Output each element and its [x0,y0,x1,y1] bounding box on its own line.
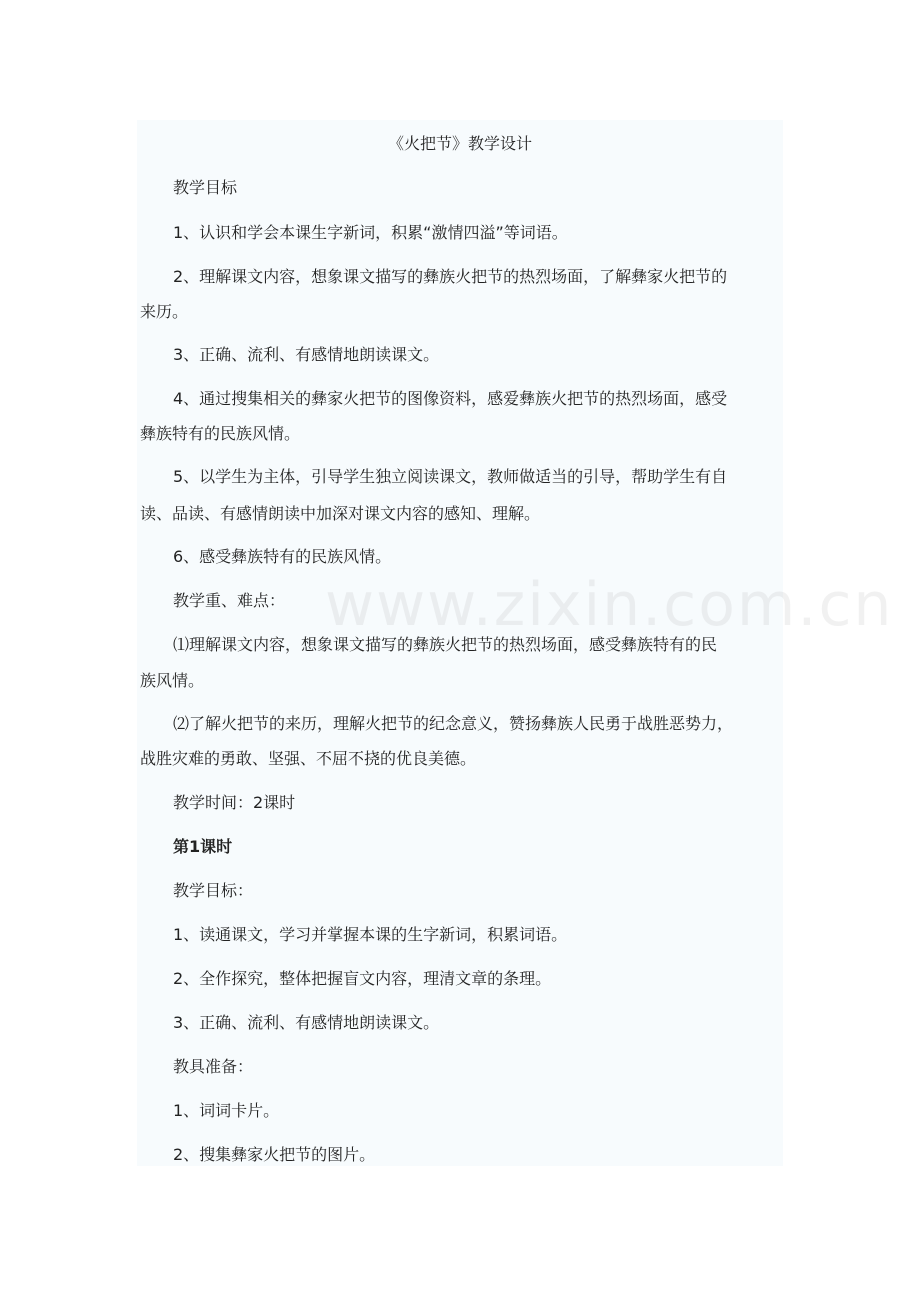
key-point-2-line-1: ⑵了解火把节的来历，理解火把节的纪念意义，赞扬彝族人民勇于战胜恶势力， [173,714,734,733]
lesson-1-objective-1: 1、读通课文，学习并掌握本课的生字新词，积累词语。 [173,925,568,944]
lesson-1-objectives-heading: 教学目标： [173,881,254,900]
lesson-1-objective-2: 2、全作探究，整体把握盲文内容，理清文章的条理。 [173,969,552,988]
key-point-1-line-2: 族风情。 [140,671,205,690]
key-points-heading: 教学重、难点： [173,591,286,610]
lesson-1-objective-3: 3、正确、流利、有感情地朗读课文。 [173,1013,440,1032]
document-title: 《火把节》教学设计 [387,134,532,153]
key-point-2-line-2: 战胜灾难的勇敢、坚强、不屈不挠的优良美德。 [140,749,477,768]
objective-1: 1、认识和学会本课生字新词，积累“激情四溢”等词语。 [173,223,568,242]
objective-4-line-2: 彝族特有的民族风情。 [140,424,301,443]
objective-4-line-1: 4、通过搜集相关的彝家火把节的图像资料，感爱彝族火把节的热烈场面，感受 [173,389,728,408]
objectives-heading: 教学目标 [173,178,238,197]
key-point-1-line-1: ⑴理解课文内容，想象课文描写的彝族火把节的热烈场面，感受彝族特有的民 [173,635,718,654]
tool-1: 1、词词卡片。 [173,1101,280,1120]
objective-2-line-1: 2、理解课文内容，想象课文描写的彝族火把节的热烈场面，了解彝家火把节的 [173,267,728,286]
lesson-1-heading: 第1课时 [173,837,233,856]
tools-heading: 教具准备： [173,1057,254,1076]
teaching-time: 教学时间：2课时 [173,793,296,812]
objective-5-line-2: 读、品读、有感情朗读中加深对课文内容的感知、理解。 [140,504,541,523]
objective-6: 6、感受彝族特有的民族风情。 [173,547,392,566]
objective-3: 3、正确、流利、有感情地朗读课文。 [173,345,440,364]
objective-2-line-2: 来历。 [140,302,189,321]
tool-2: 2、搜集彝家火把节的图片。 [173,1145,376,1164]
objective-5-line-1: 5、以学生为主体，引导学生独立阅读课文，教师做适当的引导，帮助学生有自 [173,467,728,486]
